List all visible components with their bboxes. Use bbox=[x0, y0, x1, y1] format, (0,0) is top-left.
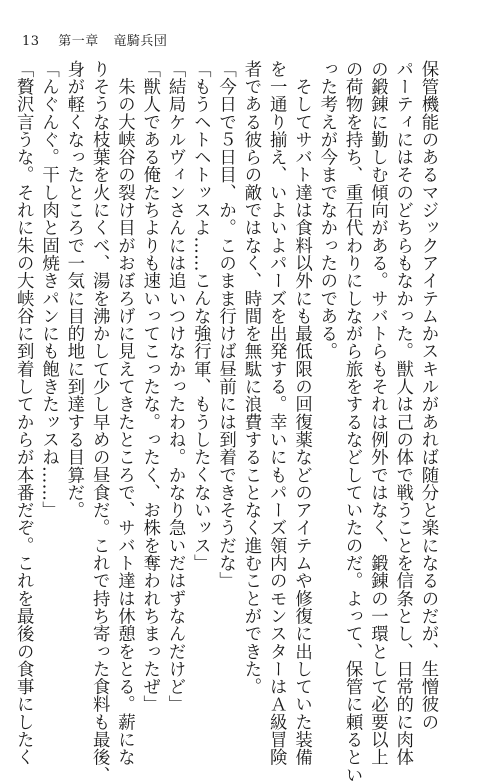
dialogue-line: 「結局ケルヴィンさんには追いつけなかったわね。かなり急いだはずなんだけど」 bbox=[165, 60, 186, 714]
page-number: 13 bbox=[22, 34, 40, 49]
text-line: りそうな枝葉を火にくべ、湯を沸かして少し早めの昼食だ。これで持ち寄った食料も最後、 bbox=[89, 60, 110, 784]
chapter-label: 第一章 bbox=[58, 34, 99, 49]
text-line: 朱の大峡谷の裂け目がおぼろげに見えてきたところで、サバト達は休憩をとる。薪にな bbox=[114, 60, 135, 766]
dialogue-line: 「今日で５日目、か。このまま行けば昼前には到着できそうだな」 bbox=[215, 60, 236, 590]
text-line: を一通り揃え、いよいよパーズを出発する。幸いにもパーズ領内のモンスターはＡ級冒険 bbox=[266, 60, 287, 766]
vertical-body-text bbox=[13, 60, 440, 784]
text-line: 保管機能のあるマジックアイテムかスキルがあれば随分と楽になるのだが、生憎彼の bbox=[418, 60, 438, 731]
text-line: の荷物を持ち、重石代わりにしながら旅をするなどしていたのだ。よって、保管に頼るとい bbox=[342, 60, 363, 784]
dialogue-line: 「もうヘトヘトッスよ……こんな強行軍、もうしたくないッス」 bbox=[190, 60, 211, 572]
text-line: パーティにはそのどちらもなかった。獣人は己の体で戦うことを信条とし、日常的に肉体 bbox=[392, 60, 413, 766]
text-line: の鍛錬に勤しむ傾向がある。サバトらもそれは例外ではなく、鍛錬の一環として必要以上 bbox=[367, 60, 388, 766]
text-line: った考えが今までなかったのである。 bbox=[316, 60, 337, 361]
text-line: 者である彼らの敵ではなく、時間を無駄に浪費することなく進むことができた。 bbox=[240, 60, 261, 696]
text-line: そしてサバト達は食料以外にも最低限の回復薬などのアイテムや修復に出していた装備 bbox=[291, 60, 312, 766]
running-head bbox=[22, 30, 167, 49]
dialogue-line: 「んぐんぐ。干し肉と固焼きパンにも飽きたッスね……」 bbox=[38, 60, 59, 519]
dialogue-line: 「贅沢言うな。それに朱の大峡谷に到着してからが本番だぞ。これを最後の食事にしたく bbox=[13, 60, 34, 766]
chapter-title: 竜騎兵団 bbox=[113, 34, 168, 49]
text-line: 身が軽くなったところで一気に目的地に到達する目算だ。 bbox=[63, 60, 84, 519]
dialogue-line: 「獣人である俺たちよりも速いってこったな。ったく、お株を奪われちまったぜ」 bbox=[139, 60, 160, 714]
